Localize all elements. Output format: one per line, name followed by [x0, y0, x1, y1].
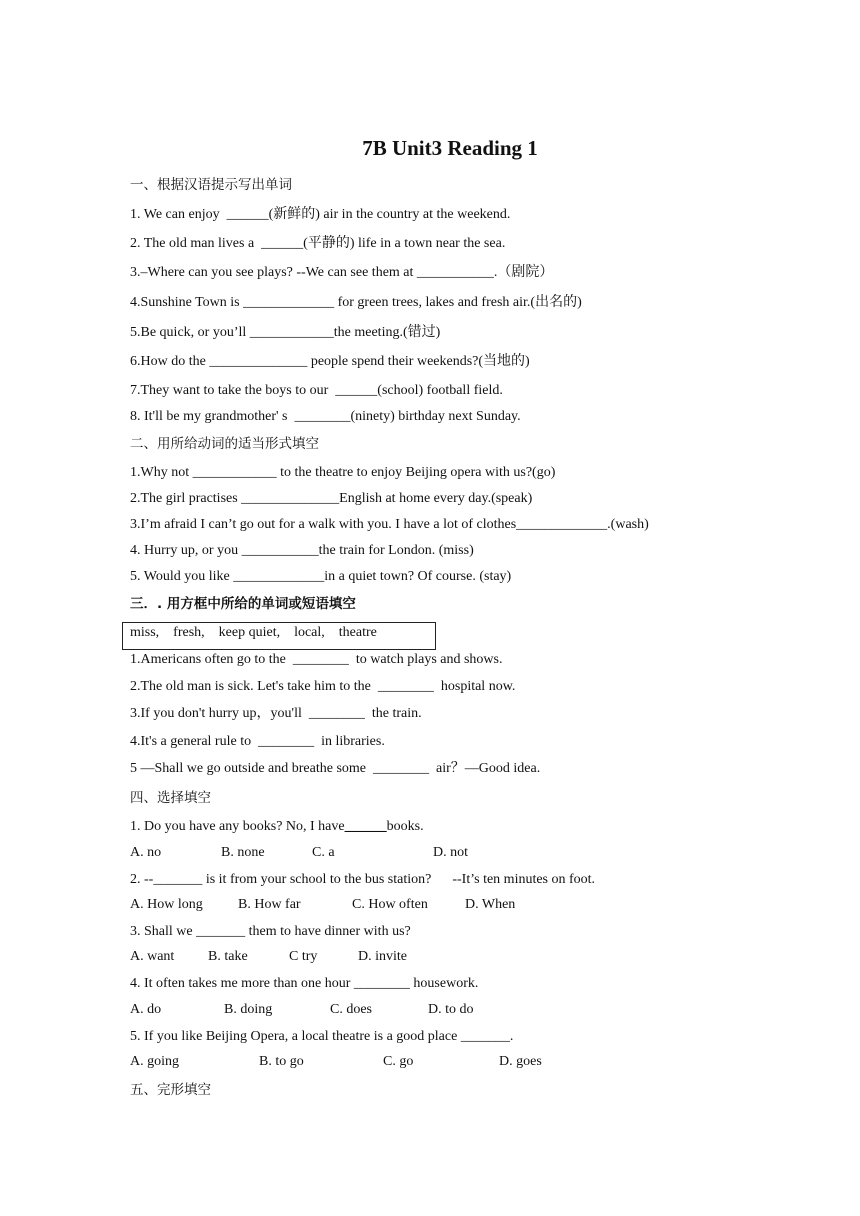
question-5-option-b: B. to go — [259, 1054, 304, 1069]
question-4-option-c: C. does — [330, 1002, 372, 1017]
section-4-question-5: 5. If you like Beijing Opera, a local theatre is a good place _______. — [130, 1029, 514, 1044]
section-1-item-7: 7.They want to take the boys to our ______(school) football field. — [130, 383, 503, 398]
question-1-option-a: A. no — [130, 845, 162, 860]
question-3-option-a: A. want — [130, 949, 175, 964]
question-5-option-d: D. goes — [499, 1054, 542, 1069]
section-4-question-1 — [130, 818, 424, 836]
section-2-item-4: 4. Hurry up, or you ___________the train for London. (miss) — [130, 543, 474, 558]
question-2-option-c: C. How often — [352, 897, 428, 912]
section-1-item-4: 4.Sunshine Town is _____________ for green trees, lakes and fresh air.(出名的) — [130, 295, 582, 310]
section-1-item-2: 2. The old man lives a ______(平静的) life in a town near the sea. — [130, 236, 506, 251]
question-4-option-a: A. do — [130, 1002, 162, 1017]
section-2-heading: 二、用所给动词的适当形式填空 — [130, 436, 319, 452]
section-1-item-1: 1. We can enjoy ______(新鲜的) air in the country at the weekend. — [130, 207, 511, 222]
section-2-item-3: 3.I’m afraid I can’t go out for a walk with you. I have a lot of clothes_____________.(wash) — [130, 517, 649, 532]
section-4-question-4: 4. It often takes me more than one hour ________ housework. — [130, 976, 479, 991]
question-1-blank: ______ — [344, 819, 387, 834]
section-4-question-2: 2. --_______ is it from your school to the bus station? --It’s ten minutes on foot. — [130, 872, 596, 887]
question-1-stem: 1. Do you have any books? No, I have — [130, 819, 345, 834]
section-3-item-3: 3.If you don't hurry up，you'll ________ the train. — [130, 706, 422, 721]
question-3-option-d: D. invite — [358, 949, 407, 964]
section-3-heading: 三．. 用方框中所给的单词或短语填空 — [130, 596, 356, 612]
question-1-option-c: C. a — [312, 845, 335, 860]
question-1-stem-end: books. — [386, 819, 424, 834]
section-2-item-2: 2.The girl practises ______________English at home every day.(speak) — [130, 491, 533, 506]
section-3-item-1: 1.Americans often go to the ________ to watch plays and shows. — [130, 652, 503, 667]
section-3-item-2: 2.The old man is sick. Let's take him to the ________ hospital now. — [130, 679, 516, 694]
question-2-option-b: B. How far — [238, 897, 301, 912]
question-4-option-b: B. doing — [224, 1002, 273, 1017]
section-5-heading: 五、完形填空 — [130, 1082, 211, 1098]
section-2-item-1: 1.Why not ____________ to the theatre to enjoy Beijing opera with us?(go) — [130, 465, 556, 480]
section-1-heading: 一、根据汉语提示写出单词 — [130, 177, 292, 193]
section-1-item-6: 6.How do the ______________ people spend their weekends?(当地的) — [130, 354, 530, 369]
section-3-item-5: 5 —Shall we go outside and breathe some ________ air？—Good idea. — [130, 761, 541, 776]
question-3-option-c: C try — [289, 949, 318, 964]
question-1-option-b: B. none — [221, 845, 265, 860]
section-1-item-5: 5.Be quick, or you’ll ____________the meeting.(错过) — [130, 325, 441, 340]
question-5-option-c: C. go — [383, 1054, 414, 1069]
section-2-item-5: 5. Would you like _____________in a quiet town? Of course. (stay) — [130, 569, 512, 584]
page-title: 7B Unit3 Reading 1 — [362, 136, 538, 160]
question-4-option-d: D. to do — [428, 1002, 474, 1017]
section-1-item-3: 3.–Where can you see plays? --We can see them at ___________.（剧院） — [130, 265, 554, 280]
question-2-option-a: A. How long — [130, 897, 203, 912]
question-2-option-d: D. When — [465, 897, 516, 912]
question-5-option-a: A. going — [130, 1054, 179, 1069]
section-4-heading: 四、选择填空 — [130, 790, 211, 806]
section-4-question-3: 3. Shall we _______ them to have dinner with us? — [130, 924, 411, 939]
question-1-option-d: D. not — [433, 845, 468, 860]
section-3-item-4: 4.It's a general rule to ________ in libraries. — [130, 734, 385, 749]
section-1-item-8: 8. It'll be my grandmother' s ________(ninety) birthday next Sunday. — [130, 409, 521, 424]
question-3-option-b: B. take — [208, 949, 248, 964]
word-box-words: miss, fresh, keep quiet, local, theatre — [130, 625, 377, 640]
